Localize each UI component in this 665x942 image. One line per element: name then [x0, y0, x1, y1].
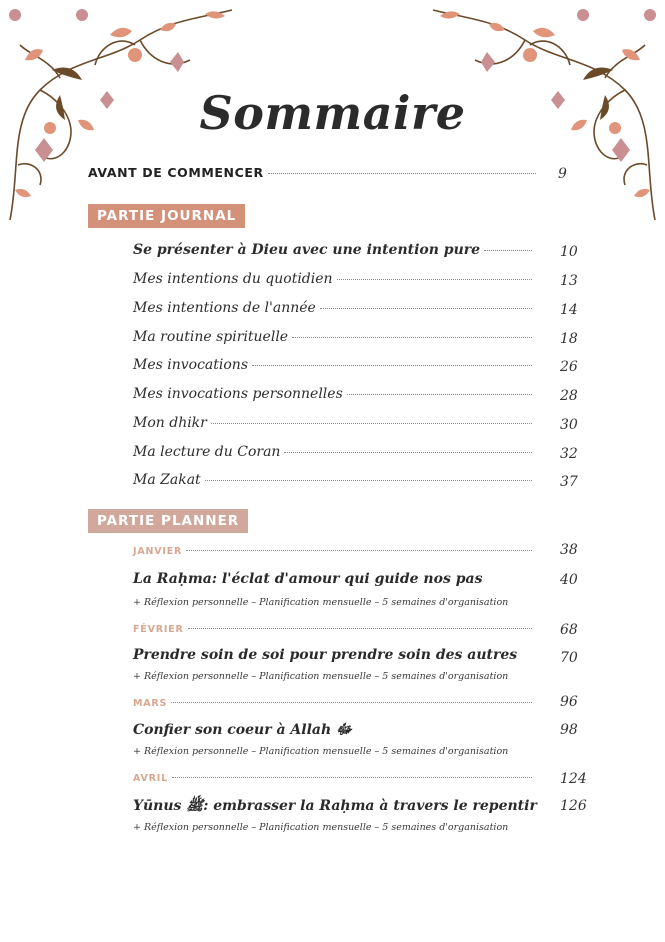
toc-page-number: 98 [560, 722, 578, 738]
dot-leader [211, 423, 532, 424]
section-heading-journal: PARTIE JOURNAL [88, 204, 245, 228]
dot-leader [292, 337, 532, 338]
toc-page-number: 18 [560, 331, 578, 347]
section-heading-planner: PARTIE PLANNER [88, 509, 248, 533]
toc-page-number: 126 [560, 798, 587, 814]
dot-leader [268, 173, 536, 174]
toc-entry-label: Mes intentions de l'année [133, 300, 316, 316]
month-details: + Réflexion personnelle – Planification mensuelle – 5 semaines d'organisation [133, 822, 509, 833]
toc-entry-journal[interactable] [133, 357, 536, 373]
toc-entry-month[interactable] [133, 698, 536, 709]
toc-page-number: 9 [558, 166, 567, 182]
toc-entry-label: Mes invocations personnelles [133, 386, 343, 402]
dot-leader [320, 308, 532, 309]
dot-leader [172, 777, 532, 778]
toc-entry-intro[interactable] [88, 165, 540, 180]
toc-entry-journal[interactable] [133, 415, 536, 431]
dot-leader [205, 480, 532, 481]
month-theme-title[interactable]: Confier son coeur à Allah ﷻ [133, 722, 352, 738]
toc-entry-journal[interactable] [133, 444, 536, 460]
month-details: + Réflexion personnelle – Planification mensuelle – 5 semaines d'organisation [133, 671, 509, 682]
toc-entry-label: Mon dhikr [133, 415, 207, 431]
toc-page-number: 26 [560, 359, 578, 375]
dot-leader [186, 550, 532, 551]
toc-page-number: 32 [560, 446, 578, 462]
toc-entry-month[interactable] [133, 546, 536, 557]
toc-entry-label: Se présenter à Dieu avec une intention pure [133, 242, 481, 258]
toc-entry-journal[interactable] [133, 329, 536, 345]
toc-page-number: 40 [560, 572, 578, 588]
toc-page-number: 68 [560, 622, 578, 638]
toc-page-number: 13 [560, 273, 578, 289]
toc-entry-journal[interactable] [133, 386, 536, 402]
toc-entry-journal[interactable] [133, 472, 536, 488]
dot-leader [347, 394, 532, 395]
month-label: AVRIL [133, 773, 168, 784]
dot-leader [252, 365, 532, 366]
page-title: Sommaire [199, 86, 466, 140]
toc-entry-label: Ma routine spirituelle [133, 329, 289, 345]
month-details: + Réflexion personnelle – Planification mensuelle – 5 semaines d'organisation [133, 746, 509, 757]
toc-page-number: 10 [560, 244, 578, 260]
toc-page-number: 96 [560, 694, 578, 710]
toc-entry-month[interactable] [133, 624, 536, 635]
toc-entry-label: Mes intentions du quotidien [133, 271, 333, 287]
month-label: JANVIER [133, 546, 183, 557]
dot-leader [284, 452, 532, 453]
toc-page-number: 124 [560, 771, 587, 787]
toc-page-number: 38 [560, 542, 578, 558]
month-theme-title[interactable]: La Raḥma: l'éclat d'amour qui guide nos pas [133, 571, 483, 587]
toc-entry-label: Mes invocations [133, 357, 249, 373]
toc-entry-label: Ma Zakat [133, 472, 201, 488]
toc-page-number: 14 [560, 302, 578, 318]
toc-entry-journal[interactable] [133, 300, 536, 316]
toc-entry-label: AVANT DE COMMENCER [88, 165, 264, 180]
toc-page-number: 28 [560, 388, 578, 404]
dot-leader [188, 628, 532, 629]
month-theme-title[interactable]: Prendre soin de soi pour prendre soin des autres [133, 647, 518, 663]
month-details: + Réflexion personnelle – Planification mensuelle – 5 semaines d'organisation [133, 597, 509, 608]
toc-page-number: 37 [560, 474, 578, 490]
toc-entry-month[interactable] [133, 773, 536, 784]
dot-leader [337, 279, 532, 280]
dot-leader [484, 250, 532, 251]
month-label: FÉVRIER [133, 624, 184, 635]
toc-page-number: 70 [560, 650, 578, 666]
toc-page-number: 30 [560, 417, 578, 433]
toc-entry-journal[interactable] [133, 271, 536, 287]
month-label: MARS [133, 698, 168, 709]
month-theme-title[interactable]: Yūnus ﷺ: embrasser la Raḥma à travers le repentir [133, 798, 537, 814]
toc-entry-journal[interactable] [133, 242, 536, 258]
dot-leader [171, 702, 532, 703]
toc-entry-label: Ma lecture du Coran [133, 444, 281, 460]
